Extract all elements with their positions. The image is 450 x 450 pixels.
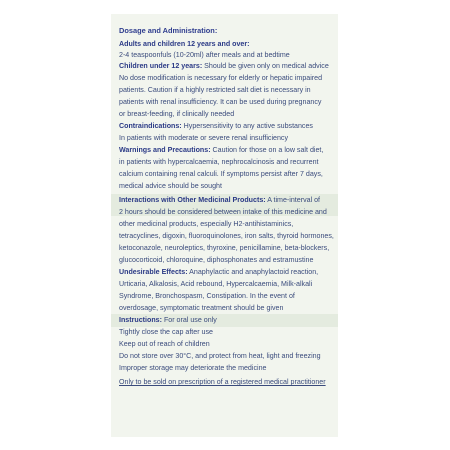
interactions-line-4: tetracyclines, digoxin, fluoroquinolones, iron salts, thyroid hormones, <box>119 232 334 240</box>
instructions-line-3: Keep out of reach of children <box>119 340 210 348</box>
undesirable-line <box>119 268 318 277</box>
warnings-line <box>119 146 323 155</box>
undesirable-label: Undesirable Effects: <box>119 268 188 276</box>
interactions-line-2: 2 hours should be considered between intake of this medicine and <box>119 208 327 216</box>
undesirable-line-3: Syndrome, Bronchospasm, Constipation. In the event of <box>119 292 295 300</box>
prescription-notice: Only to be sold on prescription of a registered medical practitioner <box>119 378 326 386</box>
section-heading-dosage: Dosage and Administration: <box>119 26 218 35</box>
dose-note-line: or breast-feeding, if clinically needed <box>119 110 235 118</box>
interactions-line-6: glucocorticoid, chloroquine, diphosphonates and estramustine <box>119 256 314 264</box>
child-dose-text: Should be given only on medical advice <box>202 62 329 70</box>
interactions-text: A time-interval of <box>265 196 321 204</box>
contraindications-text: Hypersensitivity to any active substances <box>181 122 313 130</box>
child-dose-line <box>119 62 329 71</box>
child-dose-label: Children under 12 years: <box>119 62 203 70</box>
interactions-line-3: other medicinal products, especially H2-antihistaminics, <box>119 220 294 228</box>
instructions-line-4: Do not store over 30°C, and protect from heat, light and freezing <box>119 352 321 360</box>
instructions-line-5: Improper storage may deteriorate the medicine <box>119 364 267 372</box>
interactions-line <box>119 196 320 205</box>
dose-note-line: patients with renal insufficiency. It can be used during pregnancy <box>119 98 322 106</box>
undesirable-line-2: Urticaria, Alkalosis, Acid rebound, Hypercalcaemia, Milk-alkali <box>119 280 313 288</box>
instructions-label: Instructions: <box>119 316 162 324</box>
adult-dose-text: 2-4 teaspoonfuls (10-20ml) after meals and at bedtime <box>119 51 290 59</box>
instructions-text: For oral use only <box>161 316 217 324</box>
dose-note-line: No dose modification is necessary for elderly or hepatic impaired <box>119 74 323 82</box>
dose-note-line: patients. Caution if a highly restricted salt diet is necessary in <box>119 86 311 94</box>
interactions-line-5: ketoconazole, neuroleptics, thyroxine, penicillamine, beta-blockers, <box>119 244 330 252</box>
warnings-line-4: medical advice should be sought <box>119 182 222 190</box>
leaflet-panel <box>111 14 338 437</box>
adult-dose-label: Adults and children 12 years and over: <box>119 40 250 48</box>
undesirable-text: Anaphylactic and anaphylactoid reaction, <box>187 268 319 276</box>
warnings-text: Caution for those on a low salt diet, <box>210 146 324 154</box>
contraindications-line-2: In patients with moderate or severe renal insufficiency <box>119 134 289 142</box>
undesirable-line-4: overdosage, symptomatic treatment should be given <box>119 304 284 312</box>
contraindications-line <box>119 122 313 131</box>
warnings-line-2: in patients with hypercalcaemia, nephrocalcinosis and recurrent <box>119 158 319 166</box>
interactions-label: Interactions with Other Medicinal Products: <box>119 196 266 204</box>
warnings-line-3: calcium containing renal calculi. If symptoms persist after 7 days, <box>119 170 323 178</box>
warnings-label: Warnings and Precautions: <box>119 146 211 154</box>
instructions-line-2: Tightly close the cap after use <box>119 328 213 336</box>
instructions-line <box>119 316 217 325</box>
contraindications-label: Contraindications: <box>119 122 182 130</box>
